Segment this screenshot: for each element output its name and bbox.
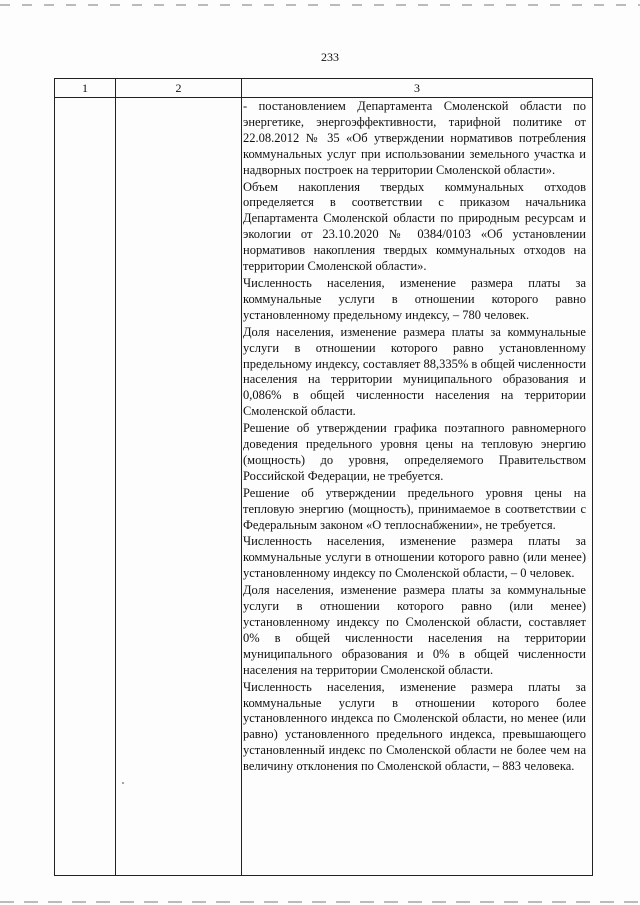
- paragraph: Решение об утверждении предельного уровня цены на тепловую энергию (мощность), принимаемое в соответствии с Федеральным законом «О теплоснабжении», не требуется.: [243, 485, 586, 532]
- paragraph: Доля населения, изменение размера платы за коммунальные услуги в отношении которого равно (или менее) установленному индексу по Смоленской области, составляет 0% в общей численности населения на территории муниципального образования и 0% в общей численности населения на территории Смоленской области.: [243, 583, 586, 677]
- scan-speck: [122, 782, 124, 784]
- header-col-2: 2: [175, 81, 182, 95]
- page-number: 233: [321, 50, 339, 64]
- paragraph: Решение об утверждении графика поэтапного равномерного доведения предельного уровня цены на тепловую энергию (мощность) до уровня, определяемого Правительством Российской Федерации, не требуется.: [243, 421, 586, 483]
- column-divider-1: [115, 79, 116, 875]
- column-divider-2: [241, 79, 242, 875]
- paragraph: Численность населения, изменение размера платы за коммунальные услуги в отношении которого более установленного индекса по Смоленской области, но менее (или равно) установленного предельного индекса, превышающего установленный индекс по Смоленской области не более чем на величину отклонения по Смоленской области, – 883 человека.: [243, 679, 586, 774]
- paragraph: Объем накопления твердых коммунальных отходов определяется в соответствии с приказом начальника Департамента Смоленской области по природным ресурсам и экологии от 23.10.2020 № 0384/0103 «Об установлении нормативов накопления твердых коммунальных отходов на территории Смоленской области».: [243, 179, 586, 274]
- document-table: [54, 78, 593, 876]
- table-header-row: [55, 79, 592, 98]
- paragraph: Доля населения, изменение размера платы за коммунальные услуги в отношении которого равно установленному предельному индексу, составляет 88,335% в общей численности населения на территории муниципального образования и 0,086% в общей численности населения на территории Смоленской области.: [243, 324, 587, 419]
- header-col-1: 1: [82, 81, 88, 95]
- paragraph: Численность населения, изменение размера платы за коммунальные услуги в отношении которого равно установленному предельному индексу, – 780 человек.: [243, 275, 586, 322]
- paragraph: Численность населения, изменение размера платы за коммунальные услуги в отношении которого равно (или менее) установленному индексу по Смоленской области, – 0 человек.: [243, 534, 586, 581]
- header-col-3: 3: [414, 81, 420, 95]
- scan-edge-top: [0, 4, 640, 6]
- scan-edge-bottom: [0, 901, 640, 903]
- paragraph: - постановлением Департамента Смоленской области по энергетике, энергоэффективности, тарифной политике от 22.08.2012 № 35 «Об утверждении нормативов потребления коммунальных услуг при использовании земельного участка и надворных построек на территории Смоленской области».: [243, 99, 586, 177]
- column-3-content: [243, 99, 586, 776]
